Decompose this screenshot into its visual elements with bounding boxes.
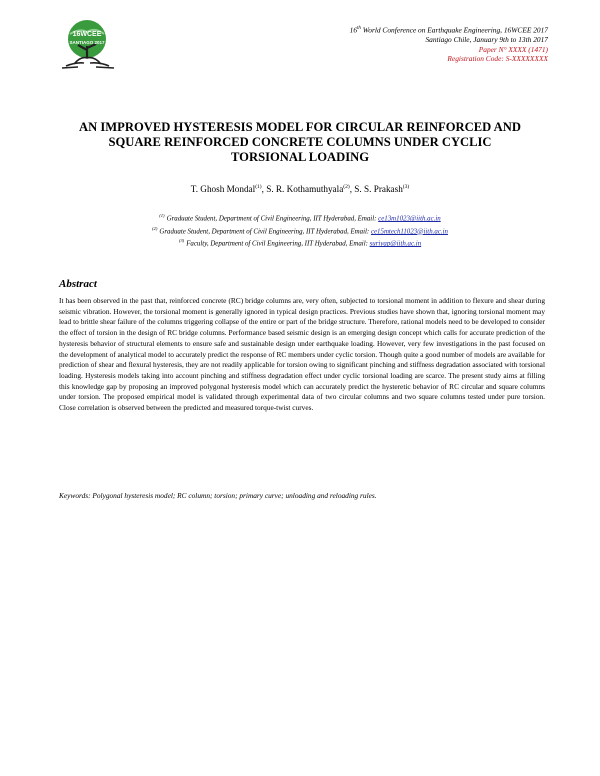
- author-mark: (3): [402, 184, 410, 190]
- paper-title: [40, 120, 560, 165]
- title-line: SQUARE REINFORCED CONCRETE COLUMNS UNDER CYCLIC: [108, 135, 492, 149]
- abstract-heading: Abstract: [59, 278, 97, 290]
- author-mark: (1): [255, 184, 262, 190]
- globe-tree-icon: [54, 18, 120, 70]
- email-link[interactable]: suriyap@iith.ac.in: [369, 240, 422, 248]
- keywords: Keywords: Polygonal hysteresis model; RC column; torsion; primary curve; unloading and reloading rules.: [59, 491, 377, 500]
- logo-bottom-text: SANTIAGO 2017: [69, 40, 105, 45]
- author-name: T. Ghosh Mondal: [190, 184, 256, 195]
- location-dates: Santiago Chile, January 9th to 13th 2017: [425, 35, 548, 45]
- affiliation-line: $^{(3)}$ Faculty, Department of Civil Engineering, IIT Hyderabad, Email: suriyap@iith.ac.in: [178, 238, 422, 248]
- email-link[interactable]: ce15mtech11023@iith.ac.in: [370, 227, 448, 235]
- abstract-body: It has been observed in the past that, reinforced concrete (RC) bridge columns are, very often, subjected to torsional moment in addition to flexure and shear during seismic vibration. However, the torsional moment is generally ignored in typical design practices. Previous studies have shown that, ignoring torsional moment may lead to brittle shear failure of the columns triggering collapse of the entire or part of the bridge structure. Therefore, rational models need to be developed to consider the effect of torsion in the design of RC bridge columns. Performance based seismic design is an emerging design concept which calls for accurate prediction of the hysteresis behavior of structural elements to ensure safe and sustainable design under earthquake loading. However, very few investigations in the past focused on the development of analytical model to accurately predict the response of RC members under cyclic torsion. Though quite a good number of models are available for prediction of shear and flexural hysteresis, they are not readily applicable for torsion owing to significant pinching and stiffness degradation associated with torsional loading. Hysteresis models taking into account pinching and stiffness degradation effect under cyclic torsional loading are scarce. The present study aims at filling this knowledge gap by proposing an improved polygonal hysteresis model which can accurately predict the hysteretic behavior of RC circular and square columns under torsion. The proposed empirical model is validated through experimental data of two circular columns and two square columns tested under pure torsion. Close correlation is observed between the predicted and measured torque-twist curves.: [59, 296, 545, 413]
- affiliation-line: $^{(2)}$ Graduate Student, Department of Civil Engineering, IIT Hyderabad, Email: ce15mtech11023@iith.ac.in: [152, 225, 448, 235]
- affiliation-line: $^{(1)}$ Graduate Student, Department of Civil Engineering, IIT Hyderabad, Email: ce13m1023@iith.ac.in: [159, 213, 441, 223]
- author-name: S. R. Kothamuthyala: [266, 184, 344, 195]
- author-name: S. S. Prakash: [354, 184, 403, 195]
- author-mark: (2): [343, 184, 350, 190]
- conference-name: 16th World Conference on Earthquake Engineering, 16WCEE 2017: [349, 25, 548, 35]
- email-link[interactable]: ce13m1023@iith.ac.in: [378, 215, 441, 223]
- logo-top-text: 16WCEE: [72, 31, 102, 38]
- title-line: TORSIONAL LOADING: [231, 150, 369, 164]
- paper-number: Paper N° XXXX (1471): [478, 44, 548, 54]
- registration-code: Registration Code: S-XXXXXXXX: [447, 54, 548, 64]
- author-list: T. Ghosh Mondal$^{(1)}$, S. R. Kothamuthyala$^{(2)}$, S. S. Prakash$^{(3)}$: [190, 184, 410, 195]
- title-line: AN IMPROVED HYSTERESIS MODEL FOR CIRCULAR REINFORCED AND: [79, 120, 521, 134]
- affiliation-list: [0, 211, 600, 249]
- conference-logo: [54, 18, 120, 70]
- conference-header: [350, 24, 548, 64]
